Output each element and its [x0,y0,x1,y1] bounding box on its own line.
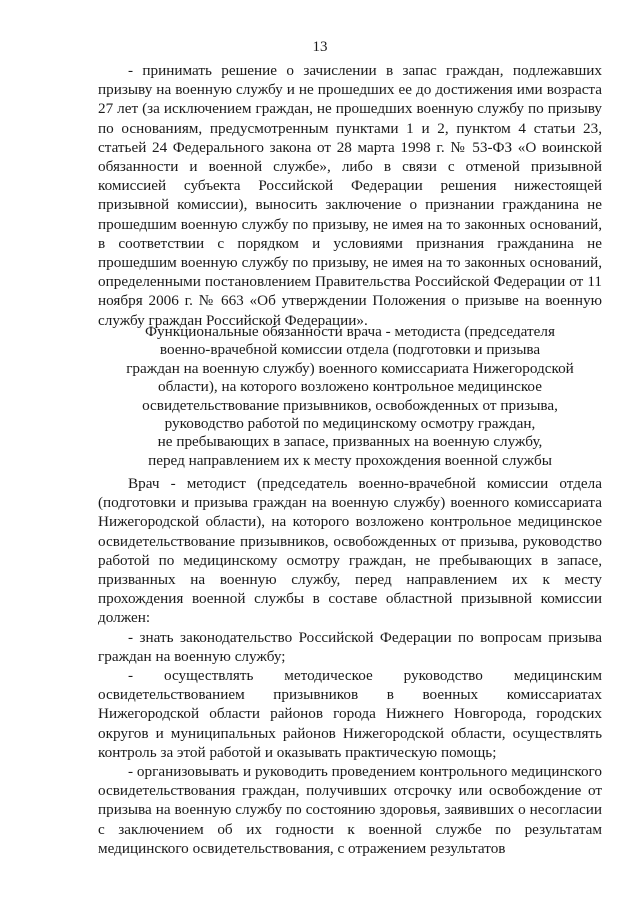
duty-item: - осуществлять методическое руководство медицинским освидетельствованием призывников в военных комиссариатах Нижегородской области районов города Нижнего Новгорода, городских округов и муниципальных районов Нижегородской области, осуществлять контроль за этой работой и оказывать практическую помощь; [98,667,602,761]
heading-line: руководство работой по медицинскому осмотру граждан, [164,415,536,433]
heading-line: не пребывающих в запасе, призванных на военную службу, [157,433,543,451]
duty-item: - организовывать и руководить проведением контрольного медицинского освидетельствования граждан, получивших отсрочку или освобождение от призыва на военную службу по состоянию здоровья, заявивших о несогласии с заключением об их годности к военной службе по результатам медицинского освидетельствования, с отражением результатов [98,763,602,857]
paragraph-text: - принимать решение о зачислении в запас граждан, подлежавших призыву на военную службу и не прошедших ее до достижения ими возраста 27 лет (за исключением граждан, не прошедших военную службу по призыву по основаниям, предусмотренным пунктами 1 и 2, пунктом 4 статьи 23, статьей 24 Федерального закона от 28 марта 1998 г. № 53-ФЗ «О воинской обязанности и военной службе», либо в связи с отменой призывной комиссией субъекта Российской Федерации решения нижестоящей призывной комиссии), выносить заключение о признании гражданина не прошедшим военную службу по призыву, не имея на то законных оснований, в соответствии с порядком и условиями признания гражданина не прошедшим военную службу по призыву, не имея на то законных оснований, определенными постановлением Правительства Российской Федерации от 11 ноября 2006 г. № 663 «Об утверждении Положения о призыве на военную службу граждан Российской Федерации». [98,62,602,329]
heading-line: освидетельствование призывников, освобожденных от призыва, [142,396,558,414]
heading-line: граждан на военную службу) военного комиссариата Нижегородской [126,359,574,377]
heading-line: военно-врачебной комиссии отдела (подготовки и призыва [159,341,541,359]
duties-block [98,474,602,858]
heading-line: области), на которого возложено контрольное медицинское [158,378,542,396]
paragraph-conscription-reserve [98,61,602,330]
duty-item: - знать законодательство Российской Федерации по вопросам призыва граждан на военную службу; [98,628,602,665]
heading-line: перед направлением их к месту прохождения военной службы [148,451,552,469]
section-heading [98,323,602,470]
heading-line: Функциональные обязанности врача - методиста (председателя [145,323,555,340]
page-number: 13 [312,39,328,55]
paragraph-doctor-methodist: Врач - методист (председатель военно-врачебной комиссии отдела (подготовки и призыва граждан на военную службу) военного комиссариата Нижегородской области), на которого возложено контрольное медицинское освидетельствование призывников, освобожденных от призыва, руководство работой по медицинскому осмотру граждан, не пребывающих в запасе, призванных на военную службу, перед направлением их к месту прохождения военной службы в составе областной призывной комиссии должен: [98,475,602,627]
